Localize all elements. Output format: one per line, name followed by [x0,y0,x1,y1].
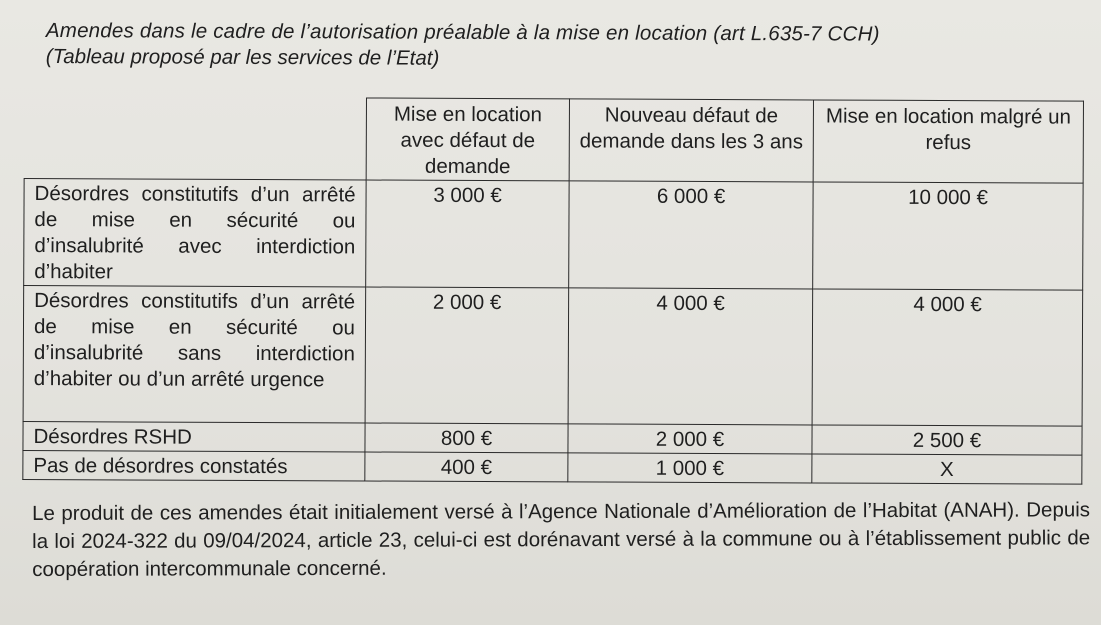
amount-cell: 2 000 € [365,287,569,424]
amount-cell: 1 000 € [568,453,812,483]
row-label: Pas de désordres constatés [23,450,365,480]
title-line-1: Amendes dans le cadre de l’autorisation préalable à la mise en location (art L.635-7 CCH) [45,18,880,46]
footer-paragraph: Le produit de ces amendes était initialement versé à l’Agence Nationale d’Amélioration de l’Habitat (ANAH). Depuis la loi 2024-322 du 09/04/2024, article 23, celui-ci est dorénavant versé à la commune ou à l’établissement public de coopération intercommunale concerné. [32,498,1091,581]
amount-cell: 10 000 € [813,182,1083,290]
fines-table [22,96,1084,485]
column-header-1: Mise en location avec défaut de demande [366,98,569,181]
table-row [23,286,1083,427]
amount-cell: 3 000 € [366,180,569,288]
row-label: Désordres constitutifs d’un arrêté de mise en sécurité ou d’insalubrité avec interdiction d’habiter [24,179,366,287]
amount-cell: 2 000 € [568,424,812,454]
row-label: Désordres constitutifs d’un arrêté de mise en sécurité ou d’insalubrité sans interdiction d’habiter ou d’un arrêté urgence [23,286,366,423]
amount-cell: 6 000 € [569,181,813,289]
title-line-2: (Tableau proposé par les services de l’Etat) [45,44,440,70]
table-row [24,179,1083,291]
row-label: Désordres RSHD [23,421,365,451]
empty-corner-cell [24,97,366,180]
table-row [23,450,1082,484]
document-title [46,18,1066,74]
amount-cell: 4 000 € [812,289,1083,426]
amount-cell: X [812,454,1082,484]
amount-cell: 400 € [365,452,568,482]
amount-cell: 4 000 € [568,288,813,425]
column-header-2: Nouveau défaut de demande dans les 3 ans [569,99,813,182]
amount-cell: 800 € [365,423,568,453]
table-row [23,421,1082,455]
column-header-3: Mise en location malgré un refus [813,100,1083,183]
amount-cell: 2 500 € [812,425,1082,455]
header-row [24,97,1083,184]
